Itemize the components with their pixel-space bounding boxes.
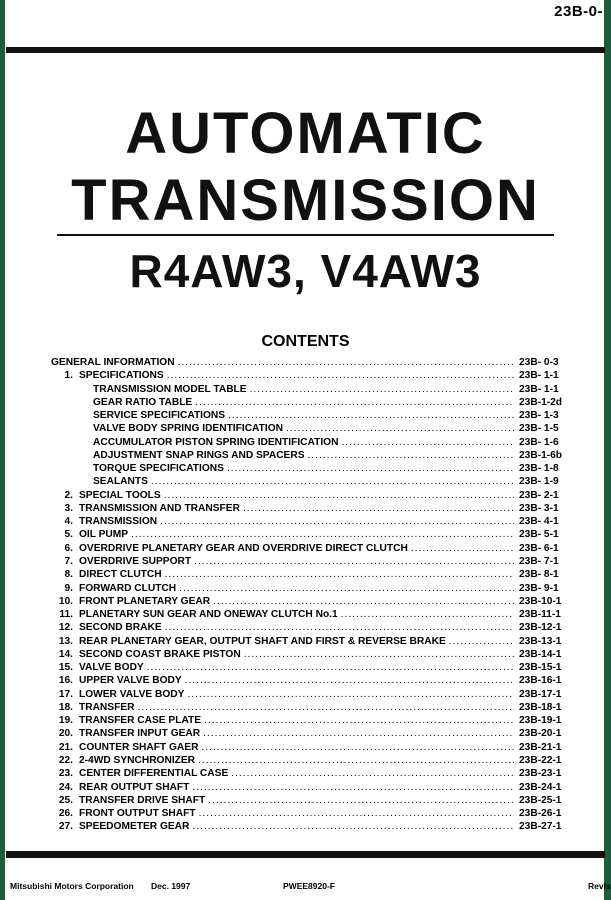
toc-entry-page: 23B- 4-1 [519,516,559,528]
toc-entry[interactable] [51,502,571,515]
toc-entry-number: 2. [64,489,73,501]
toc-entry[interactable] [51,462,571,475]
toc-entry-page: 23B-18-1 [519,701,562,713]
toc-entry-page: 23B- 5-1 [519,529,559,541]
toc-entry[interactable] [51,542,571,555]
toc-entry[interactable] [51,807,571,820]
toc-entry-title: TORQUE SPECIFICATIONS [93,463,224,475]
toc-entry-page: 23B- 1-1 [519,370,559,382]
header-rule [6,47,605,53]
toc-entry-title: SPECIAL TOOLS [79,489,161,501]
toc-entry[interactable] [51,754,571,767]
toc-entry[interactable] [51,635,571,648]
toc-entry-title: LOWER VALVE BODY [79,688,185,700]
contents-heading: CONTENTS [261,333,350,350]
toc-entry[interactable] [51,383,571,396]
toc-dot-leader [137,701,514,714]
toc-entry-page: 23B-16-1 [519,675,562,687]
toc-dot-leader [165,568,514,581]
toc-entry-number: 11. [59,609,73,621]
toc-dot-leader [194,555,514,568]
toc-dot-leader [167,369,514,382]
toc-entry-number: 12. [58,622,73,634]
toc-dot-leader [244,648,514,661]
toc-entry[interactable] [51,489,571,502]
toc-entry-page: 23B- 3-1 [519,502,559,514]
toc-entry-title: CENTER DIFFERENTIAL CASE [79,768,229,780]
toc-entry-title: SPEEDOMETER GEAR [79,821,190,833]
toc-entry-number: 25. [58,794,73,806]
toc-entry-title: SPECIFICATIONS [79,370,164,382]
toc-dot-leader [201,741,514,754]
toc-entry[interactable] [51,409,571,422]
toc-dot-leader [195,396,514,409]
toc-dot-leader [213,595,514,608]
toc-entry-title: SECOND BRAKE [79,622,162,634]
toc-entry[interactable] [51,568,571,581]
toc-entry-page: 23B-20-1 [519,728,562,740]
toc-entry-number: 7. [64,555,73,567]
table-of-contents [51,356,571,834]
toc-entry-number: 15. [58,662,73,674]
toc-entry[interactable] [51,661,571,674]
toc-entry[interactable] [51,648,571,661]
toc-entry-title: TRANSFER DRIVE SHAFT [79,794,206,806]
toc-entry-page: 23B-10-1 [519,595,562,607]
toc-dot-leader [165,621,514,634]
toc-entry-number: 9. [64,582,73,594]
toc-entry-title: PLANETARY SUN GEAR AND ONEWAY CLUTCH No.1 [79,609,338,621]
toc-entry-page: 23B-1-6b [519,449,563,461]
toc-entry-number: 27. [58,821,73,833]
toc-entry-title: 2-4WD SYNCHRONIZER [79,754,196,766]
toc-entry-page: 23B- 9-1 [519,582,559,594]
toc-entry[interactable] [51,714,571,727]
toc-entry[interactable] [51,369,571,382]
toc-entry-number: 13. [58,635,73,647]
toc-entry-number: 6. [64,542,73,554]
toc-entry-page: 23B- 1-9 [519,476,559,488]
toc-dot-leader [178,356,514,369]
toc-entry[interactable] [51,528,571,541]
toc-entry-title: SEALANTS [93,476,148,488]
toc-entry-title: SERVICE SPECIFICATIONS [93,410,226,422]
title-line-1: AUTOMATIC [125,101,486,166]
toc-dot-leader [192,781,514,794]
page-code: 23B-0- [554,3,603,20]
toc-dot-leader [199,807,514,820]
toc-entry-page: 23B-17-1 [519,688,562,700]
toc-entry[interactable] [51,515,571,528]
toc-entry-title: FORWARD CLUTCH [79,582,177,594]
toc-entry-title: TRANSFER CASE PLATE [79,715,202,727]
toc-entry-number: 17. [58,688,73,700]
model-title: R4AW3, V4AW3 [129,245,482,297]
toc-entry-number: 4. [64,516,73,528]
toc-entry[interactable] [51,356,571,369]
toc-entry-page: 23B-24-1 [519,781,562,793]
toc-entry-page: 23B- 1-3 [519,410,559,422]
toc-entry-page: 23B-27-1 [519,821,562,833]
toc-entry-title: OIL PUMP [79,529,129,541]
toc-dot-leader [151,475,514,488]
toc-entry-page: 23B-23-1 [519,768,562,780]
title-divider [57,234,554,236]
toc-entry-page: 23B- 6-1 [519,542,559,554]
toc-entry-number: 10. [58,595,73,607]
toc-dot-leader [179,582,514,595]
toc-dot-leader [185,674,514,687]
toc-entry[interactable] [51,555,571,568]
toc-entry[interactable] [51,741,571,754]
toc-entry[interactable] [51,582,571,595]
toc-entry[interactable] [51,396,571,409]
toc-dot-leader [192,820,514,833]
toc-entry[interactable] [51,422,571,435]
toc-entry-title: TRANSFER INPUT GEAR [79,728,201,740]
toc-entry-page: 23B-21-1 [519,741,562,753]
toc-dot-leader [231,767,514,780]
toc-dot-leader [198,754,514,767]
toc-entry-page: 23B- 2-1 [519,489,559,501]
toc-entry-number: 23. [58,768,73,780]
toc-dot-leader [208,794,514,807]
toc-entry[interactable] [51,820,571,833]
footer-rule [6,851,605,858]
toc-entry[interactable] [51,595,571,608]
toc-entry-page: 23B-19-1 [519,715,562,727]
toc-entry[interactable] [51,608,571,621]
toc-entry-title: TRANSMISSION AND TRANSFER [79,502,240,514]
toc-entry-page: 23B- 1-8 [519,463,559,475]
toc-entry[interactable] [51,475,571,488]
toc-dot-leader [187,688,514,701]
toc-dot-leader [341,436,514,449]
toc-entry-page: 23B- 7-1 [519,555,559,567]
toc-entry-number: 14. [58,648,73,660]
toc-entry-page: 23B-22-1 [519,754,562,766]
footer-doc-id: PWEE8920-F [283,881,335,891]
toc-entry-title: REAR OUTPUT SHAFT [79,781,190,793]
footer-date: Dec. 1997 [151,881,191,891]
toc-entry-title: FRONT PLANETARY GEAR [79,595,211,607]
toc-entry-title: OVERDRIVE SUPPORT [79,555,192,567]
toc-dot-leader [286,422,514,435]
toc-entry-title: TRANSMISSION [79,516,158,528]
toc-dot-leader [341,608,514,621]
toc-entry-number: 26. [58,808,73,820]
toc-entry[interactable] [51,794,571,807]
toc-dot-leader [449,635,514,648]
toc-entry-title: ADJUSTMENT SNAP RINGS AND SPACERS [93,449,305,461]
toc-entry-title: COUNTER SHAFT GAER [79,741,199,753]
toc-entry-number: 24. [58,781,73,793]
toc-dot-leader [164,489,514,502]
toc-entry-number: 21. [58,741,73,753]
toc-entry-title: FRONT OUTPUT SHAFT [79,808,196,820]
toc-entry-page: 23B- 1-1 [519,383,559,395]
toc-entry-number: 22. [58,754,73,766]
toc-dot-leader [227,462,514,475]
toc-entry[interactable] [51,436,571,449]
toc-entry-title: GEAR RATIO TABLE [93,396,193,408]
toc-dot-leader [308,449,514,462]
toc-entry[interactable] [51,781,571,794]
toc-entry-title: GENERAL INFORMATION [51,357,175,368]
toc-dot-leader [411,542,514,555]
toc-entry-title: ACCUMULATOR PISTON SPRING IDENTIFICATION [93,436,339,448]
toc-entry-page: 23B-1-2d [519,396,563,408]
toc-entry[interactable] [51,688,571,701]
toc-entry-title: UPPER VALVE BODY [79,675,182,687]
toc-entry-number: 19. [58,715,73,727]
toc-entry[interactable] [51,449,571,462]
toc-entry-title: VALVE BODY SPRING IDENTIFICATION [93,423,283,435]
toc-entry-page: 23B-13-1 [519,635,562,647]
toc-entry-title: REAR PLANETARY GEAR, OUTPUT SHAFT AND FIRST & REVERSE BRAKE [79,635,446,647]
toc-entry-title: TRANSMISSION MODEL TABLE [93,383,247,395]
footer-revision: Revis [588,881,611,891]
toc-entry-page: 23B-26-1 [519,808,562,820]
toc-entry-page: 23B-15-1 [519,662,562,674]
toc-entry-number: 3. [64,502,73,514]
toc-entry-title: OVERDRIVE PLANETARY GEAR AND OVERDRIVE DIRECT CLUTCH [79,542,408,554]
toc-entry-title: VALVE BODY [79,662,144,674]
toc-entry-number: 16. [58,675,73,687]
toc-entry-title: DIRECT CLUTCH [79,569,162,581]
toc-entry-page: 23B- 1-5 [519,423,559,435]
toc-entry-page: 23B- 1-6 [519,436,559,448]
toc-dot-leader [243,502,514,515]
toc-dot-leader [160,515,514,528]
toc-entry-number: 1. [64,370,73,382]
toc-entry[interactable] [51,674,571,687]
toc-entry-page: 23B- 8-1 [519,569,559,581]
toc-dot-leader [250,383,514,396]
toc-entry[interactable] [51,767,571,780]
toc-entry-number: 20. [58,728,73,740]
toc-dot-leader [204,714,514,727]
toc-dot-leader [131,528,514,541]
footer-company: Mitsubishi Motors Corporation [10,881,134,891]
toc-entry-number: 5. [64,529,73,541]
toc-entry-title: TRANSFER [79,701,135,713]
toc-entry[interactable] [51,727,571,740]
toc-dot-leader [147,661,514,674]
toc-entry-page: 23B-25-1 [519,794,562,806]
title-line-2: TRANSMISSION [71,168,540,233]
toc-entry-page: 23B- 0-3 [519,357,559,368]
toc-entry-page: 23B-11-1 [519,609,561,621]
toc-entry-page: 23B-12-1 [519,622,562,634]
toc-entry-number: 18. [58,701,73,713]
toc-entry-title: SECOND COAST BRAKE PISTON [79,648,241,660]
toc-dot-leader [228,409,514,422]
toc-entry[interactable] [51,701,571,714]
toc-entry-page: 23B-14-1 [519,648,562,660]
toc-dot-leader [203,727,514,740]
toc-entry[interactable] [51,621,571,634]
toc-entry-number: 8. [64,569,73,581]
